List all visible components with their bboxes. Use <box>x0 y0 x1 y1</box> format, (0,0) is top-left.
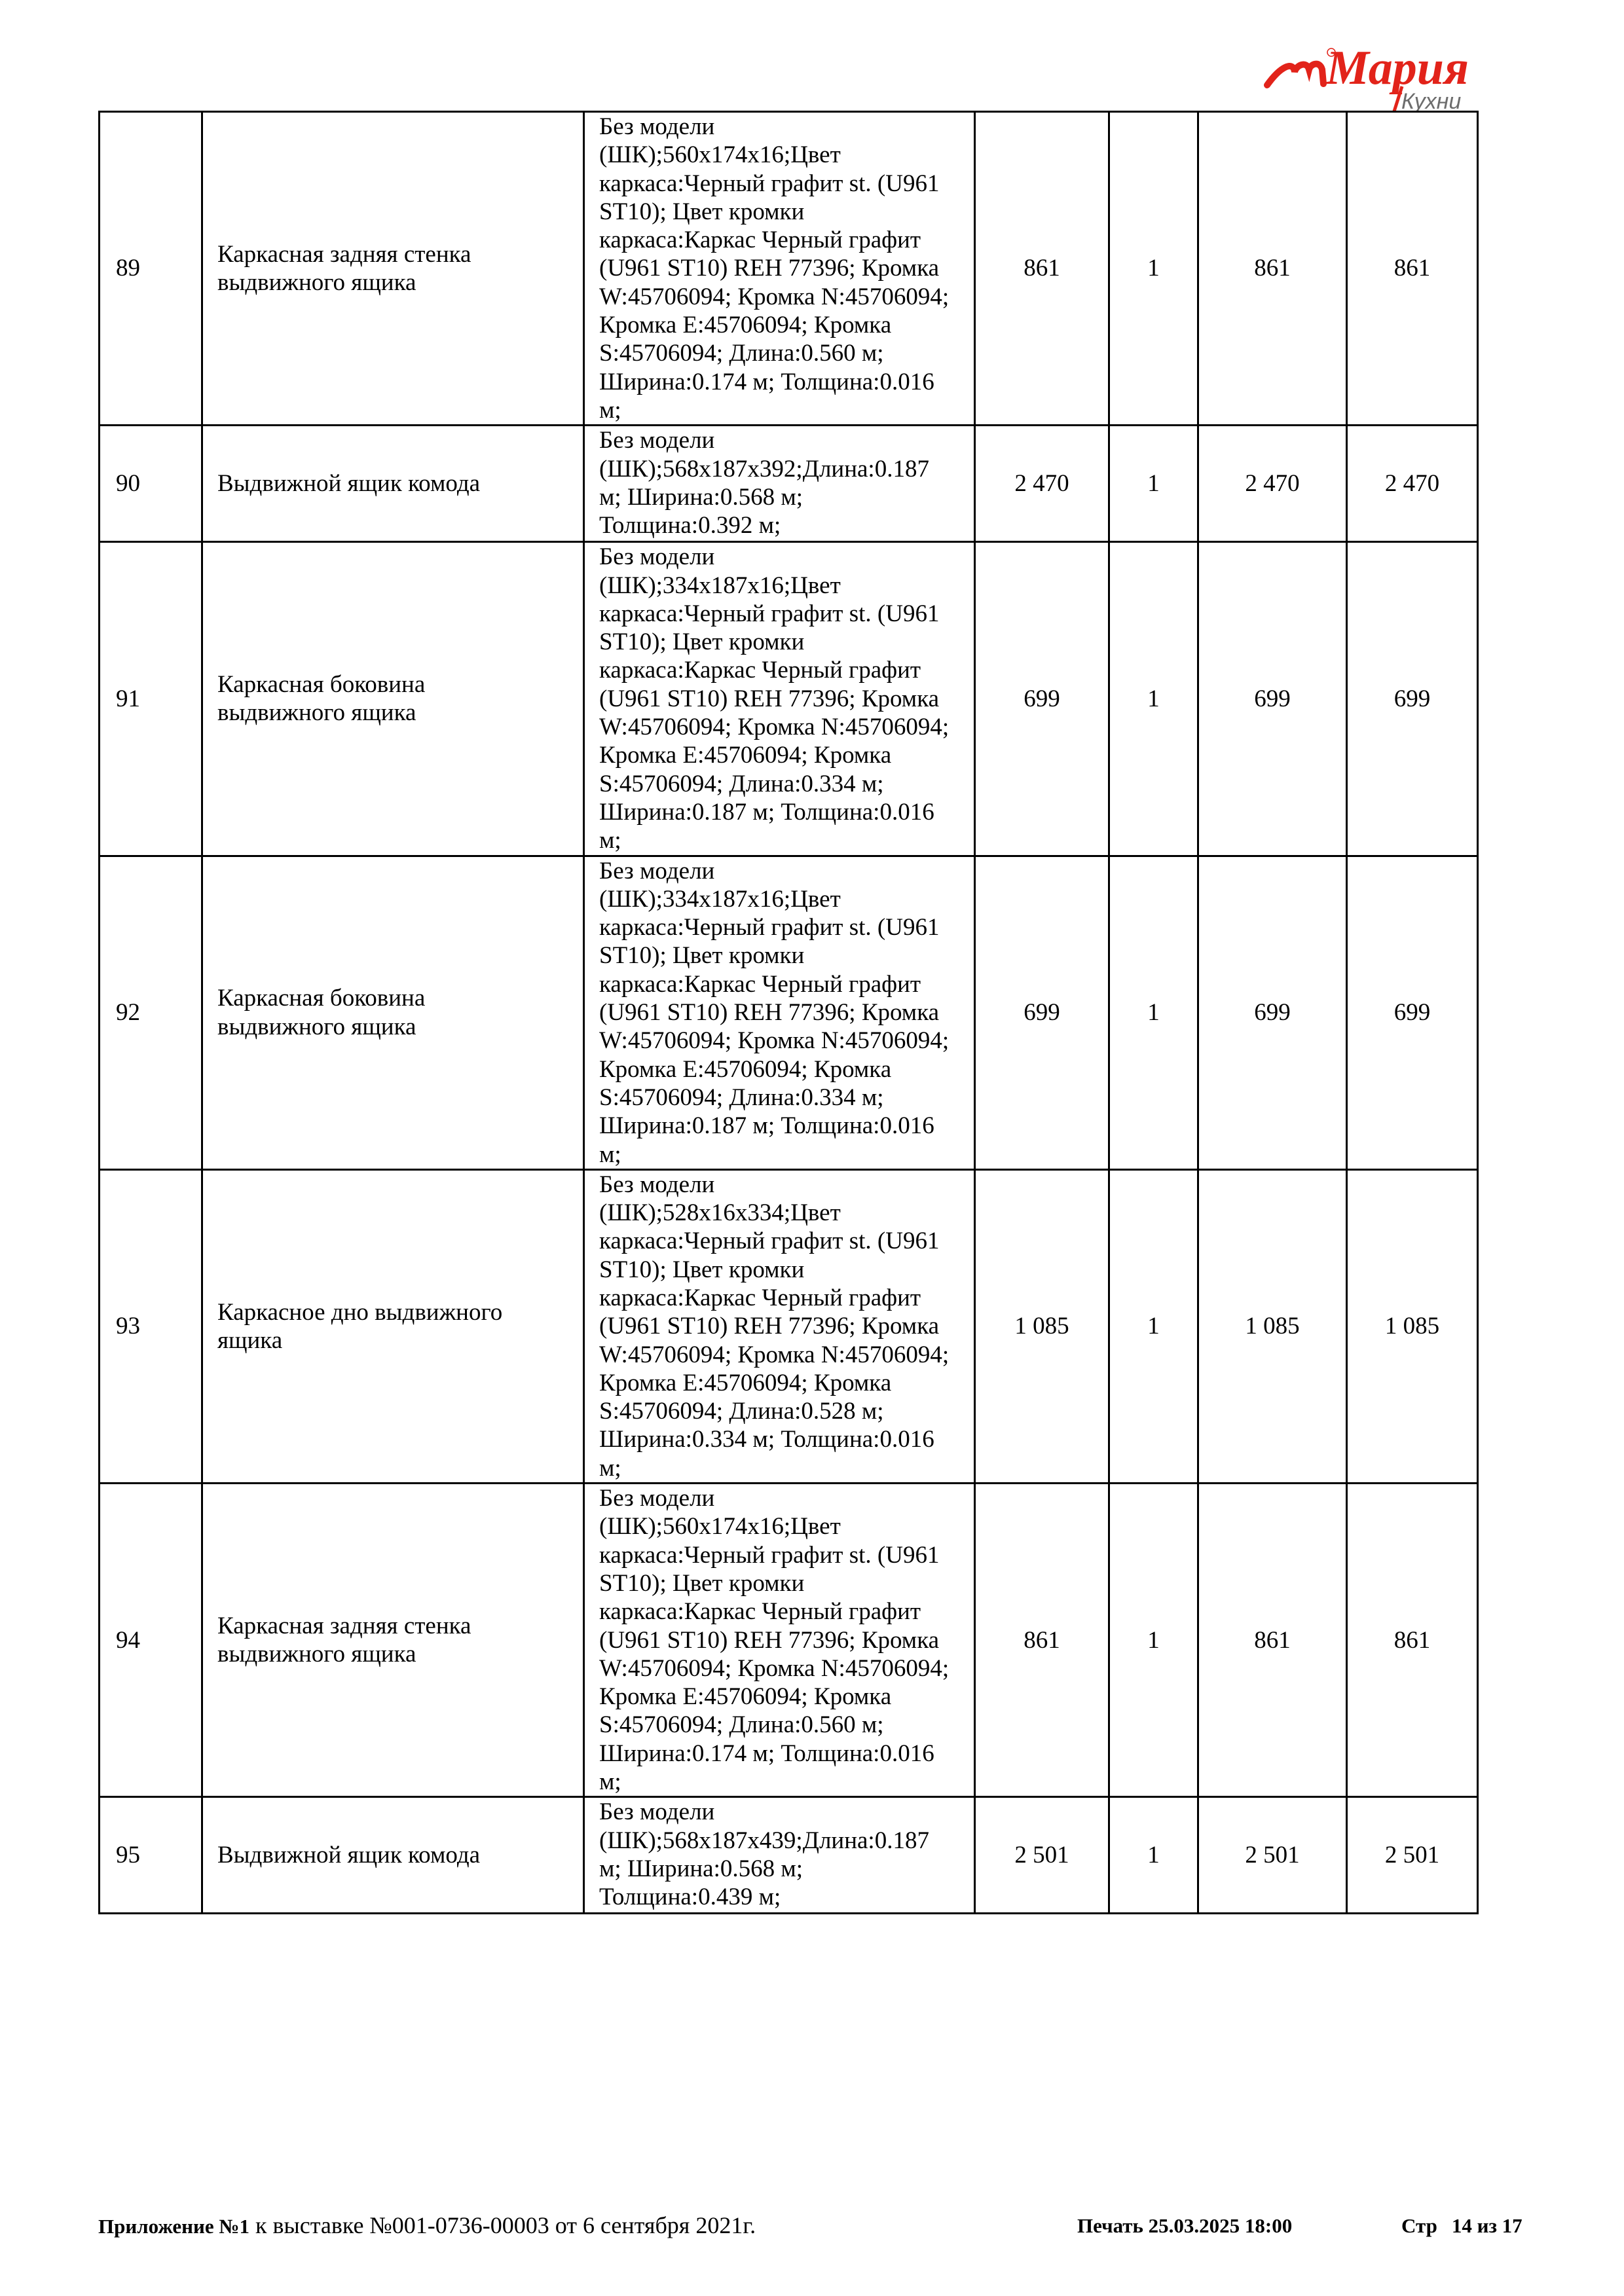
item-description <box>584 112 975 426</box>
table-row <box>100 426 1478 542</box>
item-name-line: выдвижного ящика <box>217 1013 416 1040</box>
description-line: W:45706094; Кромка N:45706094; <box>599 1654 950 1682</box>
description-line: (U961 ST10) REH 77396; Кромка <box>599 685 940 712</box>
item-name-line: Выдвижной ящик комода <box>217 470 481 498</box>
item-price: 861 <box>975 1484 1109 1797</box>
description-line: м; <box>599 1768 621 1796</box>
description-line: каркаса:Черный графит st. (U961 <box>599 170 940 197</box>
description-line: м; <box>599 1454 621 1482</box>
item-name <box>202 1797 584 1914</box>
description-line: Кромка E:45706094; Кромка <box>599 1055 892 1083</box>
item-name <box>202 1169 584 1483</box>
description-line: ST10); Цвет кромки <box>599 1256 805 1283</box>
item-quantity: 1 <box>1109 112 1198 426</box>
description-line: ST10); Цвет кромки <box>599 198 805 225</box>
item-name <box>202 542 584 856</box>
table-row <box>100 1484 1478 1797</box>
description-line: S:45706094; Длина:0.528 м; <box>599 1398 884 1425</box>
description-line: Ширина:0.334 м; Толщина:0.016 <box>599 1426 934 1453</box>
table-row <box>100 1797 1478 1914</box>
item-sum: 861 <box>1198 112 1347 426</box>
description-line: Без модели <box>599 113 715 140</box>
row-number: 91 <box>100 542 202 856</box>
item-total: 699 <box>1347 542 1478 856</box>
description-line: м; Ширина:0.568 м; <box>599 483 803 511</box>
item-name-line: выдвижного ящика <box>217 699 416 727</box>
description-line: ST10); Цвет кромки <box>599 629 805 656</box>
item-sum: 2 470 <box>1198 426 1347 542</box>
footer-appendix <box>98 2212 756 2239</box>
description-line: W:45706094; Кромка N:45706094; <box>599 714 950 741</box>
description-line: (ШК);568x187x392;Длина:0.187 <box>599 455 929 483</box>
description-line: Без модели <box>599 1485 715 1512</box>
description-line: (ШК);334x187x16;Цвет <box>599 572 841 599</box>
description-line: каркаса:Черный графит st. (U961 <box>599 914 940 941</box>
description-line: каркаса:Черный графит st. (U961 <box>599 1228 940 1255</box>
description-line: каркаса:Каркас Черный графит <box>599 227 921 254</box>
items-table <box>98 111 1479 1914</box>
item-name <box>202 112 584 426</box>
description-line: Кромка E:45706094; Кромка <box>599 1683 892 1711</box>
brand-logo <box>1254 41 1529 113</box>
item-name-line: Каркасная боковина <box>217 671 426 699</box>
item-quantity: 1 <box>1109 542 1198 856</box>
page-label: Стр <box>1401 2214 1437 2237</box>
description-line: (ШК);528x16x334;Цвет <box>599 1199 841 1227</box>
item-quantity: 1 <box>1109 1797 1198 1914</box>
item-quantity: 1 <box>1109 426 1198 542</box>
appendix-label: Приложение №1 <box>98 2215 250 2238</box>
description-line: каркаса:Черный графит st. (U961 <box>599 600 940 627</box>
description-line: W:45706094; Кромка N:45706094; <box>599 1027 950 1055</box>
description-line: м; <box>599 1140 621 1168</box>
page-value: 14 из 17 <box>1451 2214 1522 2237</box>
item-description <box>584 1484 975 1797</box>
item-quantity: 1 <box>1109 1169 1198 1483</box>
item-description <box>584 856 975 1169</box>
maria-logo-icon <box>1254 41 1529 113</box>
description-line: Толщина:0.439 м; <box>599 1884 781 1911</box>
row-number: 95 <box>100 1797 202 1914</box>
row-number: 90 <box>100 426 202 542</box>
item-name-line: ящика <box>217 1326 283 1354</box>
item-sum: 699 <box>1198 856 1347 1169</box>
description-line: Ширина:0.187 м; Толщина:0.016 <box>599 798 934 826</box>
item-total: 1 085 <box>1347 1169 1478 1483</box>
item-name-line: Каркасная задняя стенка <box>217 1612 471 1639</box>
item-sum: 2 501 <box>1198 1797 1347 1914</box>
item-quantity: 1 <box>1109 856 1198 1169</box>
description-line: м; <box>599 827 621 854</box>
description-line: (ШК);560x174x16;Цвет <box>599 141 841 169</box>
description-line: Ширина:0.174 м; Толщина:0.016 <box>599 1740 934 1767</box>
item-price: 2 501 <box>975 1797 1109 1914</box>
logo-text: Мария <box>1326 41 1469 95</box>
row-number: 89 <box>100 112 202 426</box>
description-line: W:45706094; Кромка N:45706094; <box>599 283 950 310</box>
description-line: Без модели <box>599 1798 715 1826</box>
item-name-line: Выдвижной ящик комода <box>217 1842 481 1869</box>
description-line: Кромка E:45706094; Кромка <box>599 742 892 769</box>
description-line: Ширина:0.187 м; Толщина:0.016 <box>599 1112 934 1140</box>
row-number: 94 <box>100 1484 202 1797</box>
item-total: 699 <box>1347 856 1478 1169</box>
item-sum: 1 085 <box>1198 1169 1347 1483</box>
item-description <box>584 1797 975 1914</box>
page-number <box>1401 2214 1522 2238</box>
item-price: 1 085 <box>975 1169 1109 1483</box>
description-line: Толщина:0.392 м; <box>599 512 781 539</box>
description-line: каркаса:Каркас Черный графит <box>599 1598 921 1626</box>
item-price: 699 <box>975 856 1109 1169</box>
description-line: ST10); Цвет кромки <box>599 942 805 970</box>
description-line: (ШК);568x187x439;Длина:0.187 <box>599 1827 929 1854</box>
logo-subtitle: Кухни <box>1401 89 1462 113</box>
print-date: Печать 25.03.2025 18:00 <box>1077 2214 1293 2237</box>
table-row <box>100 856 1478 1169</box>
description-line: S:45706094; Длина:0.560 м; <box>599 1711 884 1739</box>
description-line: S:45706094; Длина:0.560 м; <box>599 340 884 367</box>
item-sum: 699 <box>1198 542 1347 856</box>
description-line: Ширина:0.174 м; Толщина:0.016 <box>599 368 934 395</box>
row-number: 93 <box>100 1169 202 1483</box>
description-line: Кромка E:45706094; Кромка <box>599 1369 892 1396</box>
description-line: Без модели <box>599 543 715 571</box>
appendix-text: к выставке №001-0736-00003 от 6 сентября 2021г. <box>249 2212 756 2238</box>
item-total: 861 <box>1347 1484 1478 1797</box>
row-number: 92 <box>100 856 202 1169</box>
table-row <box>100 1169 1478 1483</box>
description-line: (ШК);334x187x16;Цвет <box>599 885 841 913</box>
description-line: м; <box>599 396 621 424</box>
description-line: Без модели <box>599 1171 715 1198</box>
item-name <box>202 1484 584 1797</box>
description-line: (U961 ST10) REH 77396; Кромка <box>599 255 940 282</box>
item-name-line: выдвижного ящика <box>217 269 416 297</box>
item-description <box>584 542 975 856</box>
item-description <box>584 426 975 542</box>
item-name-line: Каркасное дно выдвижного <box>217 1298 503 1326</box>
description-line: (U961 ST10) REH 77396; Кромка <box>599 1313 940 1340</box>
description-line: (U961 ST10) REH 77396; Кромка <box>599 999 940 1027</box>
item-name <box>202 856 584 1169</box>
item-price: 2 470 <box>975 426 1109 542</box>
item-price: 861 <box>975 112 1109 426</box>
description-line: каркаса:Каркас Черный графит <box>599 1284 921 1311</box>
item-name-line: выдвижного ящика <box>217 1641 416 1668</box>
description-line: м; Ширина:0.568 м; <box>599 1855 803 1882</box>
item-description <box>584 1169 975 1483</box>
description-line: W:45706094; Кромка N:45706094; <box>599 1341 950 1368</box>
description-line: (ШК);560x174x16;Цвет <box>599 1513 841 1540</box>
description-line: S:45706094; Длина:0.334 м; <box>599 1084 884 1111</box>
description-line: каркаса:Каркас Черный графит <box>599 970 921 998</box>
item-total: 2 470 <box>1347 426 1478 542</box>
item-total: 2 501 <box>1347 1797 1478 1914</box>
table-row <box>100 542 1478 856</box>
item-name <box>202 426 584 542</box>
item-sum: 861 <box>1198 1484 1347 1797</box>
description-line: Без модели <box>599 427 715 454</box>
description-line: Кромка E:45706094; Кромка <box>599 312 892 339</box>
description-line: (U961 ST10) REH 77396; Кромка <box>599 1626 940 1654</box>
table-row <box>100 112 1478 426</box>
item-name-line: Каркасная боковина <box>217 985 426 1012</box>
item-price: 699 <box>975 542 1109 856</box>
item-quantity: 1 <box>1109 1484 1198 1797</box>
description-line: каркаса:Черный графит st. (U961 <box>599 1541 940 1569</box>
item-name-line: Каркасная задняя стенка <box>217 240 471 268</box>
description-line: ST10); Цвет кромки <box>599 1569 805 1597</box>
description-line: Без модели <box>599 857 715 884</box>
description-line: каркаса:Каркас Черный графит <box>599 657 921 684</box>
item-total: 861 <box>1347 112 1478 426</box>
description-line: S:45706094; Длина:0.334 м; <box>599 770 884 797</box>
